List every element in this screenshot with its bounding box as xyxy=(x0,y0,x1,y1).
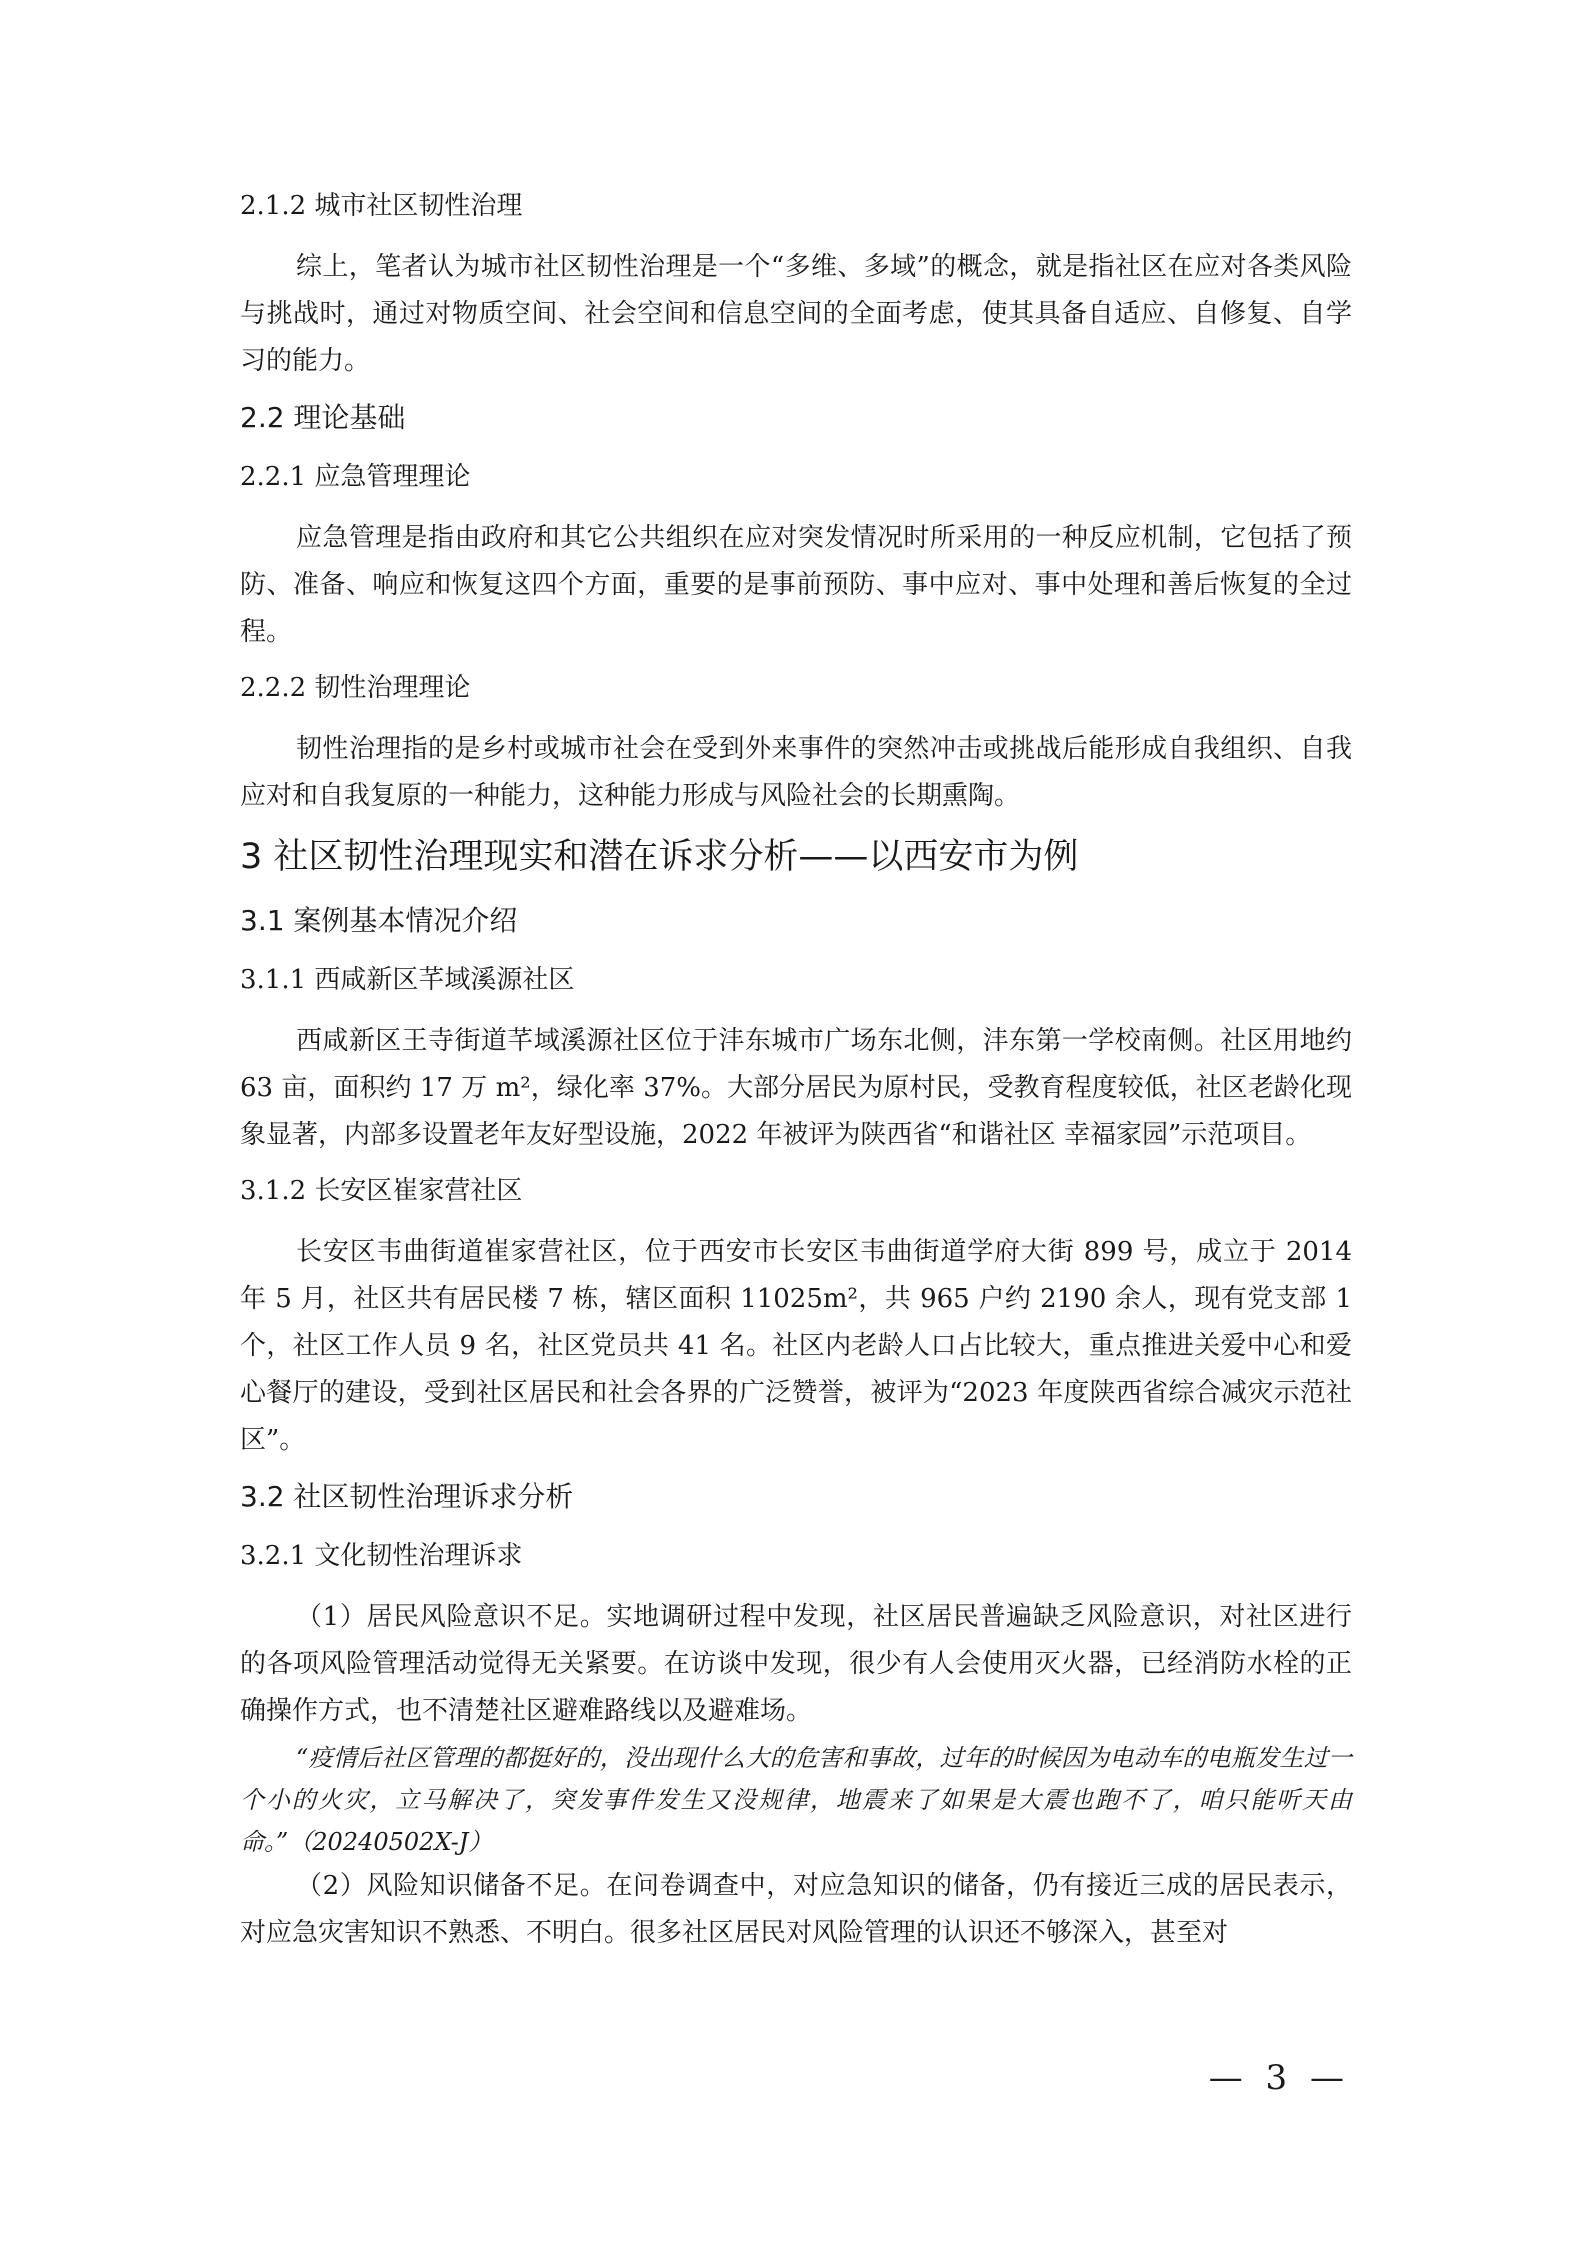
paragraph-2-2-1: 应急管理是指由政府和其它公共组织在应对突发情况时所采用的一种反应机制，它包括了预防、准备、响应和恢复这四个方面，重要的是事前预防、事中应对、事中处理和善后恢复的全过程。 xyxy=(240,523,1352,647)
paragraph-3-2-1-item-1: （1）居民风险意识不足。实地调研过程中发现，社区居民普遍缺乏风险意识，对社区进行的各项风险管理活动觉得无关紧要。在访谈中发现，很少有人会使用灭火器，已经消防水栓的正确操作方式，也不清楚社区避难路线以及避难场。 xyxy=(240,1602,1352,1726)
heading-3-1: 3.1 案例基本情况介绍 xyxy=(240,904,518,937)
heading-3-2: 3.2 社区韧性治理诉求分析 xyxy=(240,1480,574,1513)
interview-quote: “疫情后社区管理的都挺好的，没出现什么大的危害和事故，过年的时候因为电动车的电瓶发生过一个小的火灾，立马解决了，突发事件发生又没规律，地震来了如果是大震也跑不了，咱只能听天由命。”（20240502X-J） xyxy=(240,1744,1352,1856)
heading-3-1-2: 3.1.2 长安区崔家营社区 xyxy=(240,1176,523,1206)
paragraph-2-2-2: 韧性治理指的是乡村或城市社会在受到外来事件的突然冲击或挑战后能形成自我组织、自我应对和自我复原的一种能力，这种能力形成与风险社会的长期熏陶。 xyxy=(240,734,1352,811)
paragraph-3-2-1-item-2: （2）风险知识储备不足。在问卷调查中，对应急知识的储备，仍有接近三成的居民表示，对应急灾害知识不熟悉、不明白。很多社区居民对风险管理的认识还不够深入，甚至对 xyxy=(240,1871,1352,1948)
page-content xyxy=(240,188,1352,1971)
paragraph-3-1-2: 长安区韦曲街道崔家营社区，位于西安市长安区韦曲街道学府大街 899 号，成立于 2014 年 5 月，社区共有居民楼 7 栋，辖区面积 11025m²，共 965 户约 2190 余人，现有党支部 1 个，社区工作人员 9 名，社区党员共 41 名。社区内老龄人口占比较大，重点推进关爱中心和爱心餐厅的建设，受到社区居民和社会各界的广泛赞誉，被评为“2023 年度陕西省综合减灾示范社区”。 xyxy=(240,1237,1352,1455)
paragraph-2-1-2: 综上，笔者认为城市社区韧性治理是一个“多维、多域”的概念，就是指社区在应对各类风险与挑战时，通过对物质空间、社会空间和信息空间的全面考虑，使其具备自适应、自修复、自学习的能力。 xyxy=(240,252,1352,376)
paragraph-3-1-1: 西咸新区王寺街道芊域溪源社区位于沣东城市广场东北侧，沣东第一学校南侧。社区用地约 63 亩，面积约 17 万 m²，绿化率 37%。大部分居民为原村民，受教育程度较低，社区老龄化现象显著，内部多设置老年友好型设施，2022 年被评为陕西省“和谐社区 幸福家园”示范项目。 xyxy=(240,1026,1352,1150)
heading-2-2-2: 2.2.2 韧性治理理论 xyxy=(240,673,471,703)
heading-2-1-2: 2.1.2 城市社区韧性治理 xyxy=(240,191,523,221)
page-number: — 3 — xyxy=(1208,2058,1350,2098)
heading-3-2-1: 3.2.1 文化韧性治理诉求 xyxy=(240,1541,523,1571)
heading-2-2-1: 2.2.1 应急管理理论 xyxy=(240,462,471,492)
heading-3: 3 社区韧性治理现实和潜在诉求分析——以西安市为例 xyxy=(240,837,1079,877)
heading-3-1-1: 3.1.1 西咸新区芊域溪源社区 xyxy=(240,965,575,995)
heading-2-2: 2.2 理论基础 xyxy=(240,401,406,434)
